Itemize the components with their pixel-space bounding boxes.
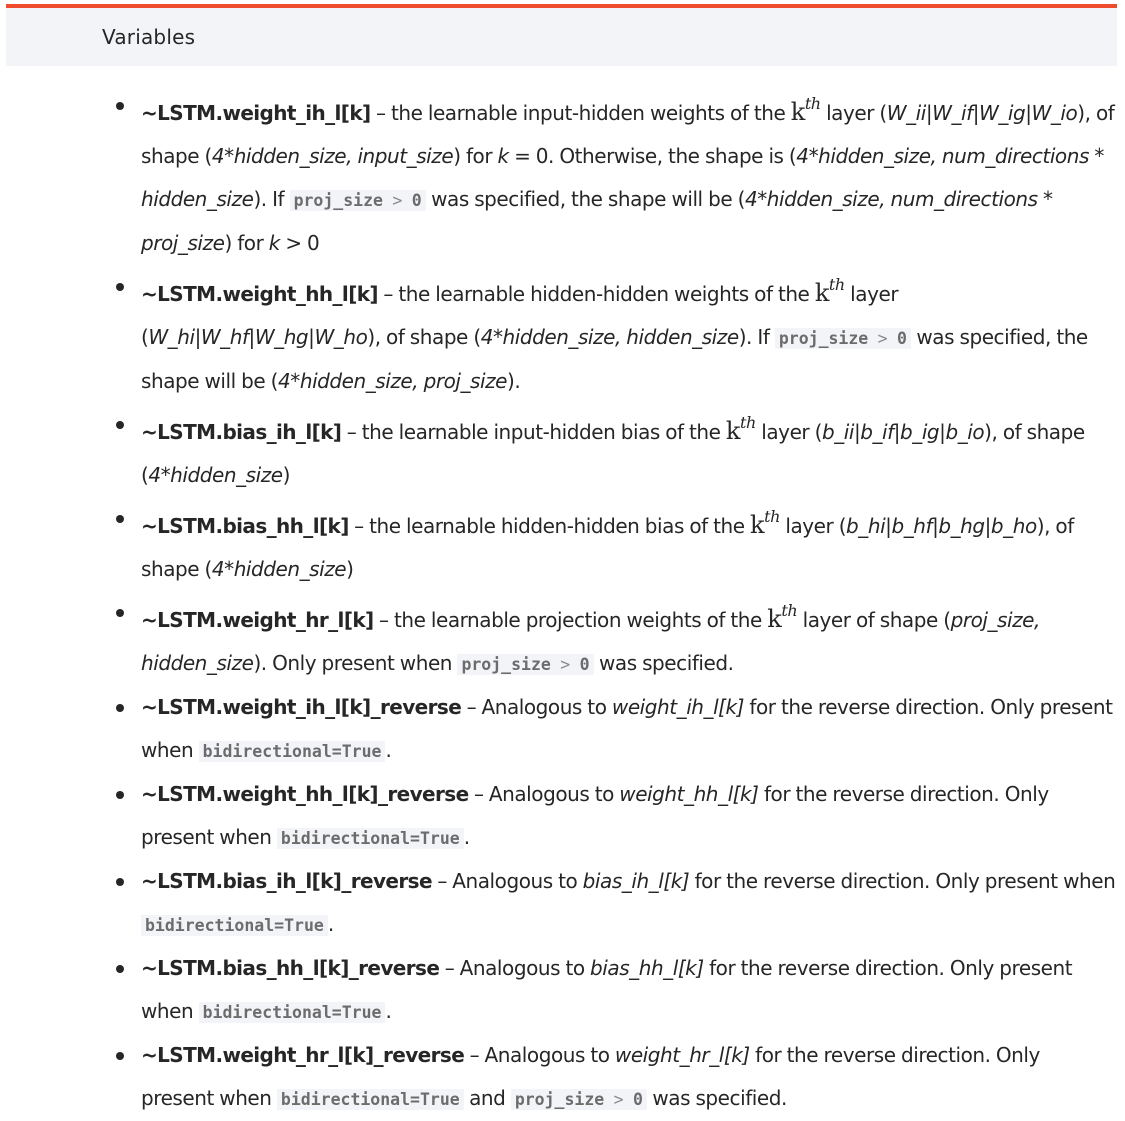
shape-expression: 4*hidden_size — [148, 463, 283, 487]
description-text: – Analogous to — [468, 782, 620, 806]
bullet-icon — [116, 515, 124, 523]
description-text: . — [385, 999, 392, 1023]
list-item-weight-hr-reverse — [0, 1034, 1125, 1121]
code-proj-size-name: proj_size — [514, 1090, 605, 1109]
list-item-bias-ih — [0, 403, 1125, 497]
code-zero: 0 — [633, 1090, 643, 1109]
variable-name: ~LSTM.bias_ih_l[k]_reverse — [141, 869, 432, 893]
code-operator: > — [613, 1090, 624, 1109]
description-text: – Analogous to — [464, 1043, 615, 1067]
math-k-th — [790, 94, 821, 126]
math-th: th — [804, 94, 821, 113]
description-text: for the reverse direction. Only present when — [141, 782, 1049, 849]
reference-variable: weight_ih_l[k] — [611, 695, 745, 719]
math-variable: k — [268, 231, 280, 255]
math-k: k — [750, 511, 765, 539]
shape-expression: 4*hidden_size — [211, 557, 347, 581]
bullet-icon — [116, 102, 124, 110]
variable-name: ~LSTM.weight_hh_l[k]_reverse — [141, 782, 469, 806]
description-text: ), of shape ( — [141, 101, 1115, 168]
code-proj-size — [290, 190, 426, 211]
shape-expression: 4*hidden_size, num_directions * hidden_size — [141, 144, 1104, 211]
math-variable: k — [497, 144, 509, 168]
description-text: was specified, the shape will be ( — [425, 187, 745, 211]
bullet-icon — [116, 1052, 124, 1060]
description-text: ), of shape ( — [367, 325, 481, 349]
section-title: Variables — [102, 25, 196, 49]
description-text: ). Only present when — [253, 651, 458, 675]
variable-name: ~LSTM.weight_hh_l[k] — [141, 282, 378, 306]
math-th: th — [740, 413, 756, 432]
description-text: > 0 — [279, 231, 320, 255]
code-bidirectional: bidirectional=True — [199, 741, 386, 762]
math-th: th — [781, 601, 798, 620]
reference-variable: bias_hh_l[k] — [590, 956, 704, 980]
description-text: ), of shape ( — [141, 514, 1074, 581]
description-text: – Analogous to — [439, 956, 591, 980]
description-text: ). If — [253, 187, 290, 211]
bullet-icon — [116, 965, 124, 973]
list-item-bias-hh — [0, 497, 1125, 591]
code-operator: > — [560, 655, 571, 674]
code-bidirectional: bidirectional=True — [277, 828, 464, 849]
description-text: . — [463, 825, 470, 849]
shape-expression: proj_size, hidden_size — [141, 608, 1040, 675]
code-zero: 0 — [579, 655, 590, 674]
description-text: ). If — [738, 325, 775, 349]
list-item-weight-hh-reverse — [0, 773, 1125, 860]
gate-weights: W_hi|W_hf|W_hg|W_ho — [148, 325, 368, 349]
math-k-th — [814, 275, 845, 307]
math-th: th — [764, 507, 780, 526]
description-text: . — [327, 912, 334, 936]
description-text: and — [463, 1086, 511, 1110]
reference-variable: weight_hr_l[k] — [614, 1043, 750, 1067]
description-text: layer of shape ( — [797, 608, 951, 632]
math-k: k — [725, 417, 741, 445]
description-text: layer ( — [755, 420, 822, 444]
code-bidirectional: bidirectional=True — [141, 915, 328, 936]
code-bidirectional: bidirectional=True — [199, 1002, 386, 1023]
description-text: = 0. Otherwise, the shape is ( — [508, 144, 797, 168]
gate-biases: b_ii|b_if|b_ig|b_io — [821, 420, 985, 444]
description-text: ) for — [453, 144, 498, 168]
description-text: layer ( — [141, 282, 899, 349]
bullet-icon — [116, 704, 124, 712]
code-proj-size — [511, 1089, 647, 1110]
code-proj-size-name: proj_size — [778, 329, 869, 348]
description-text: layer ( — [779, 514, 847, 538]
shape-expression: 4*hidden_size, num_directions * proj_size — [141, 187, 1053, 255]
math-k: k — [814, 279, 829, 307]
reference-variable: weight_hh_l[k] — [619, 782, 759, 806]
list-item-bias-ih-reverse — [0, 860, 1125, 947]
math-k-th — [725, 413, 756, 445]
bullet-icon — [116, 283, 124, 291]
section-header — [6, 8, 1117, 66]
description-text: . — [385, 738, 392, 762]
description-text: for the reverse direction. Only present when — [689, 869, 1116, 893]
variable-name: ~LSTM.weight_hr_l[k] — [141, 608, 374, 632]
list-item-weight-hr — [0, 591, 1125, 686]
math-k-th — [750, 507, 780, 539]
shape-expression: 4*hidden_size, input_size — [211, 144, 454, 168]
bullet-icon — [116, 878, 124, 886]
gate-biases: b_hi|b_hf|b_hg|b_ho — [846, 514, 1037, 538]
description-text: was specified, the shape will be ( — [141, 325, 1088, 393]
description-text: for the reverse direction. Only present when — [141, 1043, 1040, 1110]
description-text: – Analogous to — [431, 869, 583, 893]
description-text: ), of shape ( — [141, 420, 1085, 487]
description-text: was specified. — [646, 1086, 787, 1110]
code-zero: 0 — [411, 191, 422, 210]
math-k: k — [767, 605, 782, 633]
variable-name: ~LSTM.bias_hh_l[k] — [141, 514, 349, 538]
math-k: k — [790, 98, 805, 126]
shape-expression: 4*hidden_size, proj_size — [278, 369, 508, 393]
description-text: – the learnable hidden-hidden bias of the — [348, 514, 751, 538]
description-text: ). — [507, 369, 521, 393]
reference-variable: bias_ih_l[k] — [582, 869, 690, 893]
code-bidirectional: bidirectional=True — [277, 1089, 464, 1110]
description-text: – the learnable hidden-hidden weights of the — [377, 282, 815, 306]
variables-list — [0, 84, 1125, 1121]
variable-name: ~LSTM.bias_ih_l[k] — [141, 420, 342, 444]
code-operator: > — [392, 191, 403, 210]
list-item-bias-hh-reverse — [0, 947, 1125, 1034]
list-item-weight-hh — [0, 265, 1125, 403]
description-text: for the reverse direction. Only present when — [141, 956, 1073, 1023]
code-proj-size-name: proj_size — [461, 655, 551, 674]
description-text: layer ( — [820, 101, 887, 125]
variable-name: ~LSTM.bias_hh_l[k]_reverse — [141, 956, 440, 980]
variable-name: ~LSTM.weight_hr_l[k]_reverse — [141, 1043, 465, 1067]
description-text: – Analogous to — [461, 695, 612, 719]
code-proj-size — [457, 654, 593, 675]
bullet-icon — [116, 791, 124, 799]
math-k-th — [767, 601, 798, 633]
shape-expression: 4*hidden_size, hidden_size — [480, 325, 739, 349]
bullet-icon — [116, 421, 124, 429]
description-text: was specified. — [593, 651, 734, 675]
variable-name: ~LSTM.weight_ih_l[k] — [141, 101, 371, 125]
description-text: ) for — [224, 231, 269, 255]
code-operator: > — [877, 329, 888, 348]
description-text: – the learnable projection weights of the — [373, 608, 768, 632]
code-zero: 0 — [897, 329, 907, 348]
list-item-weight-ih-reverse — [0, 686, 1125, 773]
code-proj-size-name: proj_size — [293, 191, 383, 210]
description-text: – the learnable input-hidden bias of the — [341, 420, 726, 444]
gate-weights: W_ii|W_if|W_ig|W_io — [886, 101, 1078, 125]
description-text: – the learnable input-hidden weights of the — [370, 101, 791, 125]
description-text: for the reverse direction. Only present when — [141, 695, 1113, 762]
list-item-weight-ih — [0, 84, 1125, 265]
math-th: th — [828, 275, 845, 294]
variable-name: ~LSTM.weight_ih_l[k]_reverse — [141, 695, 462, 719]
code-proj-size — [775, 328, 911, 349]
bullet-icon — [116, 609, 124, 617]
description-text: ) — [282, 463, 290, 487]
description-text: ) — [346, 557, 354, 581]
